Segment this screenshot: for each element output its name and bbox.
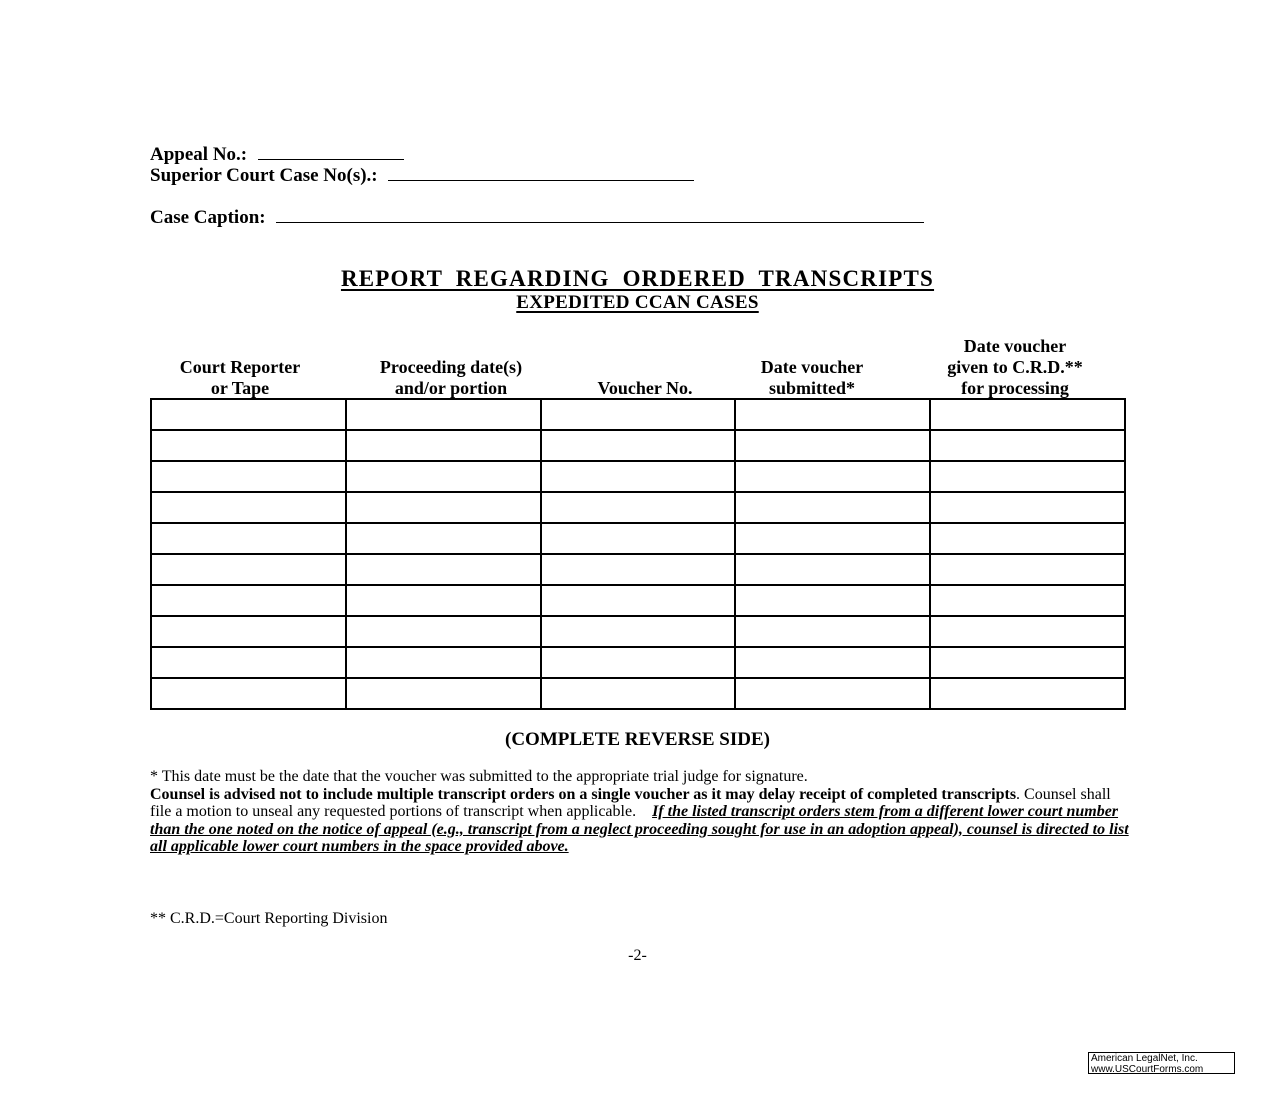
table-cell[interactable] — [346, 585, 541, 616]
table-cell[interactable] — [151, 616, 346, 647]
table-cell[interactable] — [151, 430, 346, 461]
crd-definition: ** C.R.D.=Court Reporting Division — [150, 910, 388, 927]
table-cell[interactable] — [541, 430, 736, 461]
column-header-line: Date voucher — [963, 336, 1067, 356]
table-cell[interactable] — [735, 461, 930, 492]
table-cell[interactable] — [541, 678, 736, 709]
complete-reverse-side-note: (COMPLETE REVERSE SIDE) — [505, 729, 770, 750]
table-cell[interactable] — [151, 399, 346, 430]
table-cell[interactable] — [151, 585, 346, 616]
report-title — [0, 266, 1275, 292]
footnote-date-submitted: * This date must be the date that the voucher was submitted to the appropriate trial judge for signature. — [150, 768, 808, 785]
table-cell[interactable] — [151, 461, 346, 492]
column-header-date-voucher-submitted — [732, 336, 892, 399]
column-header-date-voucher-given-crd — [910, 336, 1120, 399]
table-row — [151, 399, 1125, 430]
superior-court-case-field[interactable] — [388, 164, 694, 181]
column-header-voucher-no — [565, 336, 725, 399]
table-cell[interactable] — [930, 399, 1125, 430]
column-header-line: Court Reporter — [179, 357, 301, 377]
table-cell[interactable] — [151, 678, 346, 709]
table-cell[interactable] — [735, 399, 930, 430]
column-header-line: or Tape — [210, 378, 270, 398]
table-cell[interactable] — [346, 399, 541, 430]
instructions-paragraph — [150, 768, 1130, 856]
table-cell[interactable] — [541, 616, 736, 647]
unseal-instructions: . Counsel shall file a motion to unseal any requested portions of transcript when applicable. — [150, 785, 1111, 821]
appeal-no-field[interactable] — [258, 143, 404, 160]
page-number: -2- — [628, 947, 647, 964]
table-cell[interactable] — [346, 461, 541, 492]
counsel-advice-bold: Counsel is advised not to include multiple transcript orders on a single voucher as it may delay receipt of completed transcripts — [150, 785, 1017, 803]
publisher-watermark — [1088, 1052, 1235, 1074]
table-cell[interactable] — [735, 616, 930, 647]
table-cell[interactable] — [541, 399, 736, 430]
table-cell[interactable] — [930, 647, 1125, 678]
table-cell[interactable] — [541, 523, 736, 554]
table-row — [151, 554, 1125, 585]
table-row — [151, 678, 1125, 709]
column-header-proceeding-dates — [340, 336, 562, 399]
table-cell[interactable] — [346, 554, 541, 585]
appeal-no-row — [150, 143, 404, 166]
table-cell[interactable] — [346, 678, 541, 709]
table-cell[interactable] — [151, 554, 346, 585]
table-cell[interactable] — [541, 647, 736, 678]
table-cell[interactable] — [346, 492, 541, 523]
table-cell[interactable] — [735, 678, 930, 709]
table-row — [151, 461, 1125, 492]
table-cell[interactable] — [930, 430, 1125, 461]
table-cell[interactable] — [541, 492, 736, 523]
case-caption-row — [150, 206, 924, 229]
case-caption-label: Case Caption: — [150, 207, 266, 228]
table-cell[interactable] — [346, 647, 541, 678]
table-row — [151, 647, 1125, 678]
column-header-line: for processing — [961, 378, 1069, 398]
report-title-text: REPORT REGARDING ORDERED TRANSCRIPTS — [340, 266, 935, 291]
column-header-line — [150, 336, 330, 357]
column-header-line: submitted* — [768, 378, 855, 398]
report-subtitle-text: EXPEDITED CCAN CASES — [516, 292, 759, 313]
table-cell[interactable] — [541, 585, 736, 616]
column-header-line — [565, 336, 725, 357]
case-caption-field[interactable] — [276, 206, 924, 223]
column-header-line — [340, 336, 562, 357]
table-cell[interactable] — [346, 616, 541, 647]
appeal-no-label: Appeal No.: — [150, 144, 248, 165]
report-subtitle — [0, 292, 1275, 314]
table-cell[interactable] — [930, 678, 1125, 709]
column-header-line — [565, 357, 725, 378]
superior-court-case-label: Superior Court Case No(s).: — [150, 165, 378, 186]
column-header-line: Voucher No. — [597, 378, 693, 398]
table-cell[interactable] — [151, 647, 346, 678]
table-cell[interactable] — [735, 492, 930, 523]
table-cell[interactable] — [930, 492, 1125, 523]
table-cell[interactable] — [346, 523, 541, 554]
table-row — [151, 523, 1125, 554]
table-cell[interactable] — [930, 554, 1125, 585]
table-cell[interactable] — [735, 430, 930, 461]
column-header-line: Date voucher — [760, 357, 864, 377]
table-cell[interactable] — [930, 523, 1125, 554]
column-header-line — [732, 336, 892, 357]
column-header-line: and/or portion — [394, 378, 508, 398]
table-row — [151, 430, 1125, 461]
table-row — [151, 585, 1125, 616]
table-cell[interactable] — [541, 461, 736, 492]
table-cell[interactable] — [735, 585, 930, 616]
table-cell[interactable] — [735, 554, 930, 585]
table-cell[interactable] — [541, 554, 736, 585]
table-row — [151, 616, 1125, 647]
table-cell[interactable] — [151, 523, 346, 554]
table-cell[interactable] — [346, 430, 541, 461]
lower-court-numbers-instruction: If the listed transcript orders stem from a different lower court number than the one noted on the notice of appeal (e.g., transcript from a neglect proceeding sought for use in an adoption appeal), counsel is directed to list all applicable lower court numbers in the space provided above. — [150, 803, 1129, 856]
table-cell[interactable] — [735, 523, 930, 554]
column-header-line: Proceeding date(s) — [379, 357, 523, 377]
watermark-line-url: www.USCourtForms.com — [1091, 1063, 1204, 1075]
table-cell[interactable] — [735, 647, 930, 678]
watermark-line-company: American LegalNet, Inc. — [1091, 1053, 1198, 1064]
table-cell[interactable] — [930, 616, 1125, 647]
transcripts-table — [150, 398, 1126, 710]
table-cell[interactable] — [151, 492, 346, 523]
table-cell[interactable] — [930, 461, 1125, 492]
column-header-court-reporter — [150, 336, 330, 399]
table-row — [151, 492, 1125, 523]
table-cell[interactable] — [930, 585, 1125, 616]
superior-court-case-row — [150, 164, 694, 187]
column-header-line: given to C.R.D.** — [947, 357, 1083, 377]
